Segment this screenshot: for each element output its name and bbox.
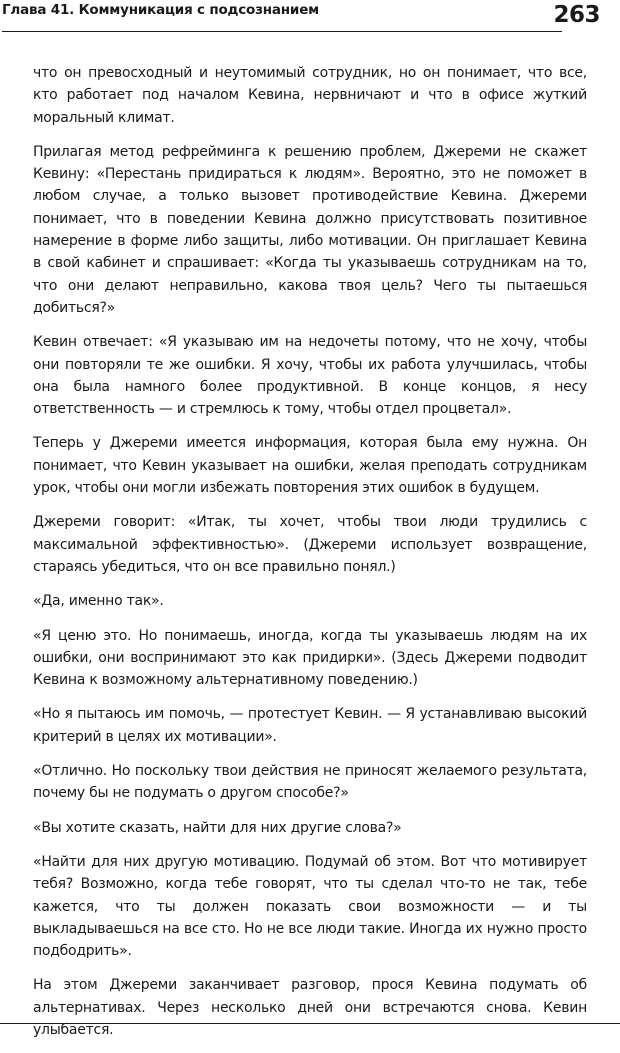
paragraph-10: «Вы хотите сказать, найти для них другие слова?»	[33, 819, 402, 836]
paragraph-9: «Отлично. Но поскольку твои действия не приносят желаемого результата, почему бы не подумать о другом способе?»	[33, 763, 587, 802]
footer-rule	[0, 1023, 620, 1024]
paragraph-4: Теперь у Джереми имеется информация, которая была ему нужна. Он понимает, что Кевин указывает на ошибки, желая преподать сотрудникам урок, чтобы они могли избежать повторения этих ошибок в будущем.	[33, 435, 587, 497]
paragraph-5: Джереми говорит: «Итак, ты хочет, чтобы твои люди трудились с максимальной эффективностью». (Джереми использует возвращение, стараясь убедиться, что он все правильно понял.)	[33, 514, 587, 575]
page-number: 263	[553, 2, 600, 28]
paragraph-7: «Я ценю это. Но понимаешь, иногда, когда ты указываешь людям на их ошибки, они воспринимают это как придирки». (Здесь Джереми подводит Кевина к возможному альтернативному поведению.)	[33, 627, 587, 689]
paragraph-3: Кевин отвечает: «Я указываю им на недочеты потому, что не хочу, чтобы они повторяли те же ошибки. Я хочу, чтобы их работа улучшилась, чтобы она была намного более продуктивной. В конце концов, я несу ответственность — и стремлюсь к тому, чтобы отдел процветал».	[33, 334, 587, 418]
page-header	[2, 0, 600, 34]
running-head: Глава 41. Коммуникация с подсознанием	[2, 2, 319, 18]
paragraph-11: «Найти для них другую мотивацию. Подумай об этом. Вот что мотивирует тебя? Возможно, когда тебе говорят, что ты сделал что-то не так, тебе кажется, что ты должен показать свои возможности — и ты выкладываешься на все сто. Но не все люди такие. Иногда их нужно просто подбодрить».	[33, 853, 587, 960]
paragraph-2: Прилагая метод рефрейминга к решению проблем, Джереми не скажет Кевину: «Перестань придираться к людям». Вероятно, это не поможет в любом случае, а только вызовет противодействие Кевина. Джереми понимает, что в поведении Кевина должно присутствовать позитивное намерение в форме либо защиты, либо мотивации. Он приглашает Кевина в свой кабинет и спрашивает: «Когда ты указываешь сотрудникам на то, что они делают неправильно, какова твоя цель? Чего ты пытаешься добиться?»	[33, 143, 587, 316]
body-text	[33, 62, 587, 1053]
paragraph-6: «Да, именно так».	[33, 593, 164, 610]
paragraph-1: что он превосходный и неутомимый сотрудник, но он понимает, что все, кто работает под началом Кевина, нервничают и что в офисе жуткий моральный климат.	[33, 65, 587, 126]
header-rule	[2, 31, 562, 32]
paragraph-8: «Но я пытаюсь им помочь, — протестует Кевин. — Я устанавливаю высокий критерий в целях их мотивации».	[33, 706, 587, 745]
paragraph-12: На этом Джереми заканчивает разговор, прося Кевина подумать об альтернативах. Через несколько дней они встречаются снова. Кевин улыбается.	[33, 977, 587, 1038]
